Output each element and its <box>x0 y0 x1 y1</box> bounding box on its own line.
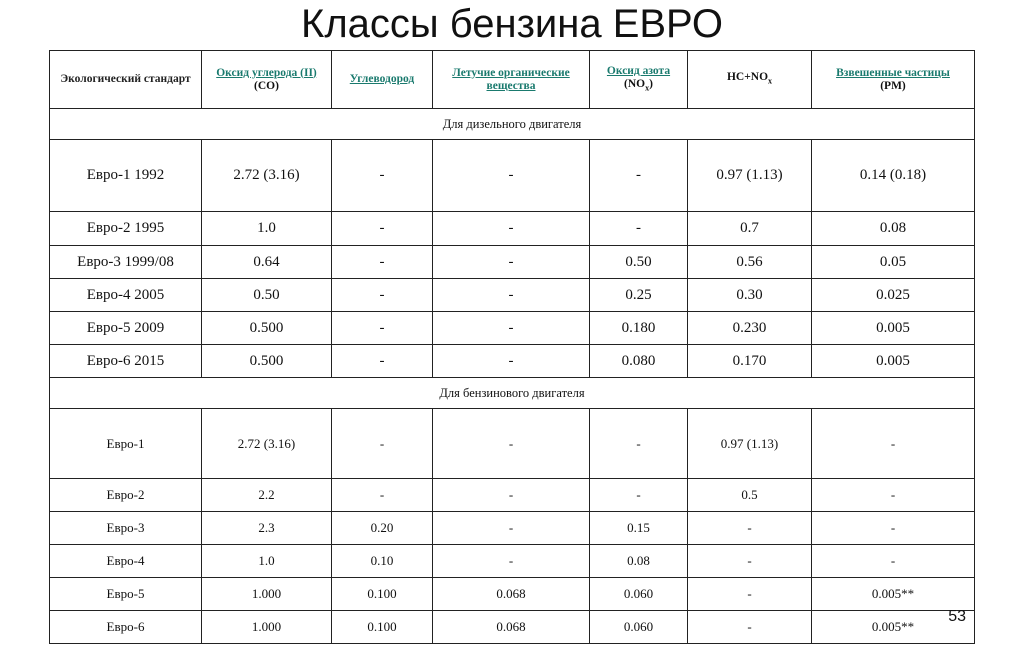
cell-voc: - <box>433 212 590 246</box>
cell-voc: - <box>433 545 590 578</box>
cell-nox: 0.50 <box>590 246 688 279</box>
header-hc <box>332 51 433 109</box>
cell-co: 1.000 <box>202 611 332 644</box>
cell-hcnox: 0.230 <box>688 312 812 345</box>
section-petrol <box>50 378 975 409</box>
cell-std: Евро-6 2015 <box>50 345 202 378</box>
cell-voc: - <box>433 479 590 512</box>
cell-hc: - <box>332 312 433 345</box>
particulates-link[interactable]: Взвешенные частицы <box>836 66 950 79</box>
cell-pm: 0.005 <box>812 345 975 378</box>
cell-hcnox: 0.97 (1.13) <box>688 409 812 479</box>
cell-voc: - <box>433 409 590 479</box>
table-row <box>50 246 975 279</box>
cell-hc: - <box>332 279 433 312</box>
cell-pm: - <box>812 409 975 479</box>
cell-pm: 0.05 <box>812 246 975 279</box>
cell-pm: - <box>812 479 975 512</box>
table-row <box>50 479 975 512</box>
slide-title: Классы бензина ЕВРО <box>301 2 723 46</box>
cell-voc: - <box>433 512 590 545</box>
cell-nox: - <box>590 409 688 479</box>
cell-co: 1.0 <box>202 212 332 246</box>
cell-hcnox: - <box>688 611 812 644</box>
cell-pm: - <box>812 512 975 545</box>
euro-standards-table <box>49 50 975 644</box>
cell-co: 0.64 <box>202 246 332 279</box>
cell-co: 2.72 (3.16) <box>202 409 332 479</box>
table-row <box>50 212 975 246</box>
cell-voc: 0.068 <box>433 578 590 611</box>
header-voc <box>433 51 590 109</box>
cell-pm: 0.005** <box>812 611 975 644</box>
cell-voc: 0.068 <box>433 611 590 644</box>
cell-hcnox: 0.7 <box>688 212 812 246</box>
table-row <box>50 512 975 545</box>
cell-hcnox: 0.170 <box>688 345 812 378</box>
cell-nox: 0.15 <box>590 512 688 545</box>
cell-hcnox: 0.97 (1.13) <box>688 140 812 212</box>
cell-hc: - <box>332 246 433 279</box>
cell-hc: - <box>332 140 433 212</box>
cell-pm: 0.005 <box>812 312 975 345</box>
cell-nox: 0.25 <box>590 279 688 312</box>
cell-nox: 0.080 <box>590 345 688 378</box>
header-nox: Оксид азота $(NO_x)$ <box>590 51 688 109</box>
cell-std: Евро-4 2005 <box>50 279 202 312</box>
co-link[interactable]: Оксид углерода (II) <box>216 66 317 79</box>
table-row <box>50 345 975 378</box>
cell-std: Евро-3 <box>50 512 202 545</box>
header-hc-nox: $HC+NO_x$ <box>688 51 812 109</box>
table-row <box>50 140 975 212</box>
table-row <box>50 409 975 479</box>
cell-nox: 0.08 <box>590 545 688 578</box>
cell-hc: 0.100 <box>332 611 433 644</box>
cell-nox: - <box>590 140 688 212</box>
cell-pm: 0.08 <box>812 212 975 246</box>
cell-nox: - <box>590 479 688 512</box>
table-row <box>50 312 975 345</box>
cell-co: 1.0 <box>202 545 332 578</box>
cell-hc: - <box>332 212 433 246</box>
page-number: 53 <box>948 608 966 625</box>
cell-std: Евро-1 1992 <box>50 140 202 212</box>
header-pm: Взвешенные частицы (PM) <box>812 51 975 109</box>
cell-hc: 0.20 <box>332 512 433 545</box>
cell-voc: - <box>433 345 590 378</box>
cell-std: Евро-5 2009 <box>50 312 202 345</box>
hydrocarbon-link[interactable]: Углеводород <box>349 73 415 85</box>
cell-hc: - <box>332 345 433 378</box>
cell-std: Евро-2 1995 <box>50 212 202 246</box>
section-title: Для дизельного двигателя <box>50 109 975 140</box>
table-row <box>50 578 975 611</box>
cell-std: Евро-3 1999/08 <box>50 246 202 279</box>
cell-hc: - <box>332 409 433 479</box>
cell-co: 0.500 <box>202 345 332 378</box>
header-row <box>50 51 975 109</box>
voc-link[interactable]: Летучие органические вещества <box>452 66 570 92</box>
nitrogen-oxide-link[interactable]: Оксид азота <box>606 64 671 77</box>
cell-hc: 0.100 <box>332 578 433 611</box>
cell-nox: 0.180 <box>590 312 688 345</box>
section-diesel <box>50 109 975 140</box>
section-title: Для бензинового двигателя <box>50 378 975 409</box>
cell-co: 2.2 <box>202 479 332 512</box>
cell-hcnox: - <box>688 545 812 578</box>
cell-nox: 0.060 <box>590 611 688 644</box>
cell-hcnox: - <box>688 578 812 611</box>
table-row <box>50 545 975 578</box>
cell-voc: - <box>433 140 590 212</box>
table-row <box>50 611 975 644</box>
cell-hc: 0.10 <box>332 545 433 578</box>
cell-nox: 0.060 <box>590 578 688 611</box>
cell-co: 0.50 <box>202 279 332 312</box>
cell-pm: 0.025 <box>812 279 975 312</box>
header-eco-standard: Экологический стандарт <box>50 51 202 109</box>
cell-hcnox: - <box>688 512 812 545</box>
cell-hcnox: 0.56 <box>688 246 812 279</box>
table-row <box>50 279 975 312</box>
header-co: Оксид углерода (II) (CO) <box>202 51 332 109</box>
cell-co: 2.3 <box>202 512 332 545</box>
cell-std: Евро-6 <box>50 611 202 644</box>
cell-pm: 0.14 (0.18) <box>812 140 975 212</box>
cell-voc: - <box>433 312 590 345</box>
cell-nox: - <box>590 212 688 246</box>
cell-pm: 0.005** <box>812 578 975 611</box>
cell-std: Евро-4 <box>50 545 202 578</box>
cell-std: Евро-1 <box>50 409 202 479</box>
cell-std: Евро-5 <box>50 578 202 611</box>
cell-co: 0.500 <box>202 312 332 345</box>
cell-co: 1.000 <box>202 578 332 611</box>
cell-voc: - <box>433 246 590 279</box>
cell-std: Евро-2 <box>50 479 202 512</box>
cell-voc: - <box>433 279 590 312</box>
cell-co: 2.72 (3.16) <box>202 140 332 212</box>
cell-hc: - <box>332 479 433 512</box>
cell-hcnox: 0.30 <box>688 279 812 312</box>
cell-pm: - <box>812 545 975 578</box>
cell-hcnox: 0.5 <box>688 479 812 512</box>
